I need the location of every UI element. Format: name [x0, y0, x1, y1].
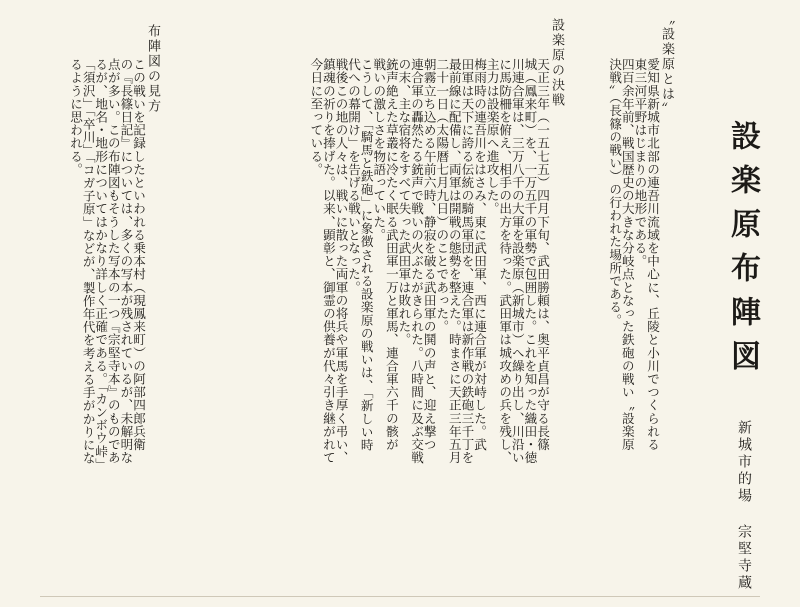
battle-line: 二十一日（太陽暦七月九日）のことであった。 — [434, 58, 450, 334]
battle-line: 城（鳳来町）を、一万五千の軍勢で包囲した。これを知った織田・徳 — [522, 58, 538, 465]
battle-line: の末、主な宿将をすべて失った武田軍は敗れた。 — [396, 58, 412, 347]
battle-line: 戦後この地の人々は、戦いに散った両軍の将兵や軍馬を手厚く弔い、 — [333, 58, 349, 465]
battle-line: 戦いの激しさを物語っていた。 — [371, 58, 387, 242]
map-line: るが、地名・地形についてはかなり詳しく正確である。「カンボウ峠」 — [93, 58, 109, 471]
battle-line: こうして、「騎馬と鉄砲」に象徴される設楽原の戦いは、「新しい時 — [358, 58, 374, 452]
battle-line: 田軍は天下に誇る伝統の騎馬軍団を、連合軍は新作戦の鉄砲三千丁を — [459, 58, 475, 465]
battle-line: 代への幕開け」を告げる戦いとなった。 — [346, 58, 362, 294]
battle-line: に馬防柵を俯え、相手の出方を待った。武田軍は城攻めの兵を残し、 — [497, 58, 513, 465]
battle-line: 主力は設楽原へ進攻した。 — [484, 58, 500, 216]
heading-battle: 設楽原の決戦 — [549, 18, 564, 108]
battle-line: 銃声絶えた草叢に冷たく眠る武田軍一万と軍馬、連合軍六千の骸が — [383, 58, 399, 451]
battle-line: 梅雨時の連吾川をはさみ、東に武田軍、西に連合軍が対峙した。武 — [472, 58, 488, 451]
map-line: の『長篠日記』については、多くの写本が残されているが、未解明な — [118, 58, 134, 465]
battle-text — [309, 58, 548, 464]
battle-line: 朝霧立ち込める午前六時、静寂を破る武田軍の鬨の声と、迎え撃つ — [421, 58, 437, 451]
battle-line: 連合軍の轟然たる銃声で戦いの火ぶたがきられた。八時間に及ぶ交戦 — [409, 58, 425, 465]
map-line: 点が多い。この布陣図もそうした写本の一つ『宗堅寺本』のものであ — [105, 58, 121, 465]
page-divider — [40, 596, 760, 597]
intro-line: 四百余年前、戦国歴史の大きな分岐点となった鉄砲の戦い〝設楽原 — [619, 58, 635, 451]
battle-line: 今日に至っている。 — [308, 58, 324, 176]
battle-line: 鎮魂の祈りを捧げた。以来、顕彰と、御霊の供養が代々引き継がれて — [320, 58, 336, 465]
intro-line: 東三河平野はじまりの地形である。 — [632, 58, 648, 268]
page-title: 設楽原布陣図 — [725, 120, 760, 384]
page-subtitle: 新城市的場 宗堅寺蔵 — [736, 420, 752, 592]
battle-line: 川連合軍は、三万八千の大軍を設楽原（新城市）へ繰り出し、川沿い — [509, 58, 525, 465]
map-line: この戦いを記録したといわれる乗本村（現鳳来町）の阿部四郎兵衛 — [131, 58, 146, 451]
map-line: るように思われる。 — [68, 58, 84, 176]
battle-line: 天正三年（一五七五）四月下旬、武田勝頼は、奥平貞昌が守る長篠 — [535, 58, 550, 451]
intro-text — [608, 58, 658, 451]
intro-line: 愛知県新城市北部の連吾川流域を中心に、丘陵と小川でつくられる — [645, 58, 660, 451]
battle-line: 最前線に配備し、両軍は開戦の態勢を整えた。時まさに天正三年五月 — [446, 58, 462, 465]
intro-line: 決戦〟（長篠の戦い）の行われた場所である。 — [607, 58, 623, 327]
heading-intro: 〝設楽原とは〟 — [659, 12, 674, 117]
heading-map: 布陣図の見方 — [145, 24, 160, 114]
map-line: 「須沢」「卒川」「コガ子原」などが、製作年代を考える手がかりにな — [80, 58, 96, 465]
map-text — [68, 58, 144, 471]
